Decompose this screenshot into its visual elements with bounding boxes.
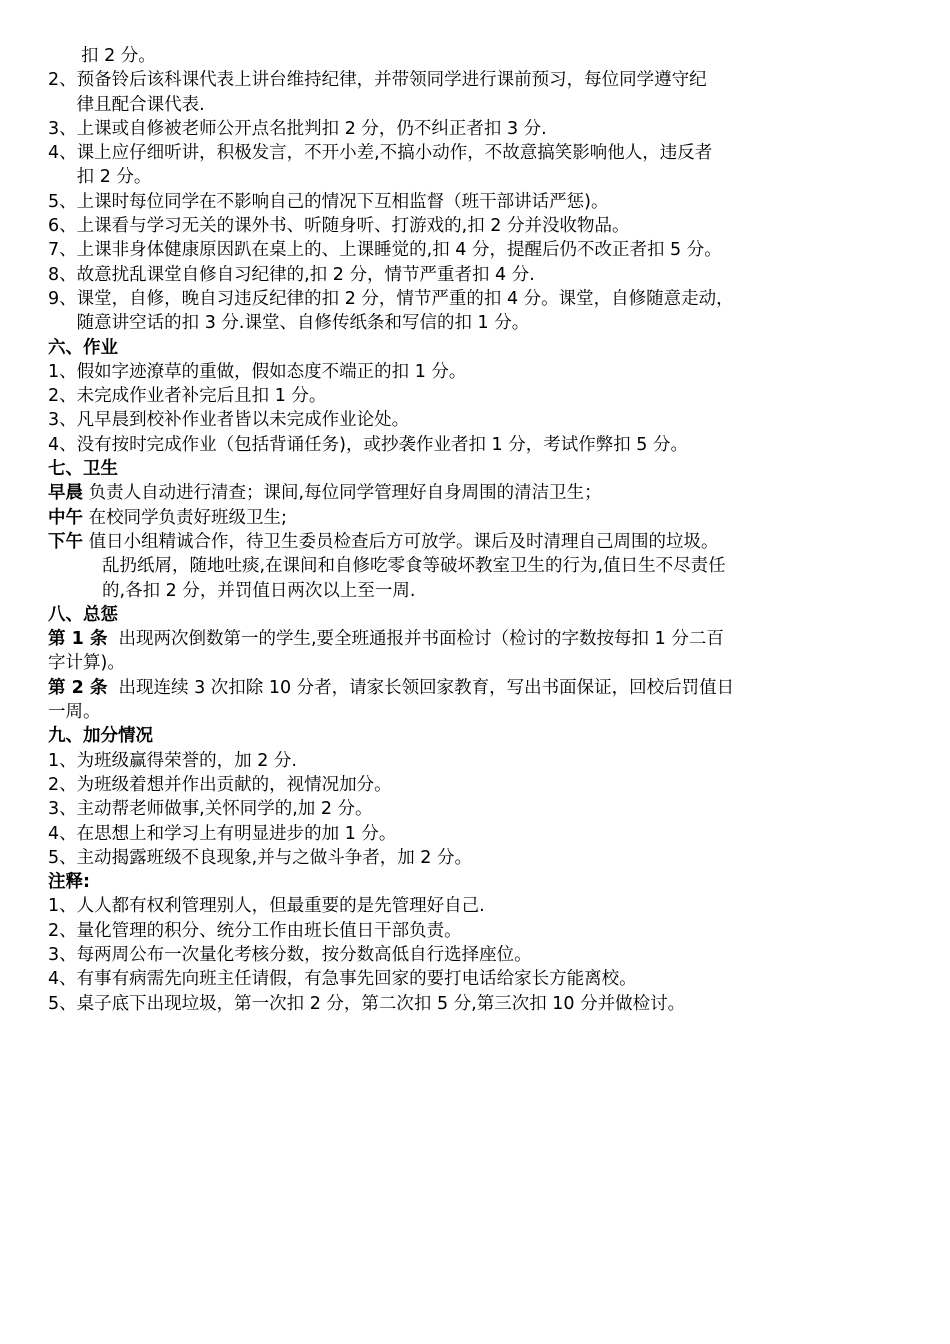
item-number: 2、 xyxy=(48,70,77,91)
item-number: 1、 xyxy=(48,750,77,771)
list-item xyxy=(48,238,908,262)
list-item xyxy=(48,433,908,457)
item-text: 量化管理的积分、统分工作由班长值日干部负责。 xyxy=(76,920,462,941)
list-item xyxy=(48,263,908,287)
list-item xyxy=(48,992,908,1016)
article-text: 出现连续 3 次扣除 10 分者，请家长领回家教育，写出书面保证，回校后罚值日 xyxy=(107,677,735,698)
item-text: 凡早晨到校补作业者皆以未完成作业论处。 xyxy=(76,410,410,431)
item-number: 5、 xyxy=(48,847,77,868)
list-item xyxy=(48,287,908,336)
item-text: 没有按时完成作业（包括背诵任务)，或抄袭作业者扣 1 分，考试作弊扣 5 分。 xyxy=(76,434,688,455)
item-number: 2、 xyxy=(48,774,77,795)
item-number: 5、 xyxy=(48,191,77,212)
item-text: 扣 2 分。 xyxy=(76,167,152,188)
article-text: 一周。 xyxy=(48,702,101,723)
item-text: 假如字迹潦草的重做，假如态度不端正的扣 1 分。 xyxy=(76,361,467,382)
discipline-list xyxy=(48,68,908,335)
list-item xyxy=(48,967,908,991)
item-number: 1、 xyxy=(48,361,77,382)
hygiene-text: 值日小组精诚合作，待卫生委员检查后方可放学。课后及时清理自己周围的垃圾。 xyxy=(83,531,719,552)
hygiene-text: 的,各扣 2 分，并罚值日两次以上至一周. xyxy=(102,580,416,601)
item-text: 主动揭露班级不良现象,并与之做斗争者，加 2 分。 xyxy=(76,847,472,868)
hygiene-text: 负责人自动进行清查；课间,每位同学管理好自身周围的清洁卫生； xyxy=(83,483,602,504)
item-number: 4、 xyxy=(48,143,77,164)
item-number: 1、 xyxy=(48,896,77,917)
section-heading-hygiene: 七、卫生 xyxy=(48,459,118,480)
item-text: 每两周公布一次量化考核分数，按分数高低自行选择座位。 xyxy=(76,944,532,965)
item-text: 律且配合课代表. xyxy=(76,94,205,115)
article-label: 第 2 条 xyxy=(48,677,108,698)
section-heading-notes: 注释: xyxy=(48,872,90,893)
list-item xyxy=(48,408,908,432)
item-text: 预备铃后该科课代表上讲台维持纪律，并带领同学进行课前预习，每位同学遵守纪 xyxy=(76,70,707,91)
hygiene-noon xyxy=(48,506,908,530)
list-item xyxy=(48,846,908,870)
notes-list xyxy=(48,894,908,1015)
hygiene-afternoon xyxy=(48,530,908,603)
hygiene-text: 在校同学负责好班级卫生; xyxy=(83,507,287,528)
item-text: 有事有病需先向班主任请假，有急事先回家的要打电话给家长方能离校。 xyxy=(76,969,637,990)
item-number: 4、 xyxy=(48,434,77,455)
section-heading-homework: 六、作业 xyxy=(48,337,118,358)
item-text: 上课非身体健康原因趴在桌上的、上课睡觉的,扣 4 分，提醒后仍不改正者扣 5 分。 xyxy=(76,240,722,261)
list-item xyxy=(48,943,908,967)
list-item xyxy=(48,822,908,846)
list-item xyxy=(48,68,908,117)
item-text: 课上应仔细听讲，积极发言，不开小差,不搞小动作，不故意搞笑影响他人，违反者 xyxy=(76,143,713,164)
list-item xyxy=(48,797,908,821)
item-number: 9、 xyxy=(48,288,77,309)
item-number: 3、 xyxy=(48,118,77,139)
list-item xyxy=(48,190,908,214)
item-number: 3、 xyxy=(48,799,77,820)
item-text: 人人都有权利管理别人，但最重要的是先管理好自己. xyxy=(76,896,485,917)
item-number: 2、 xyxy=(48,386,77,407)
item-number: 4、 xyxy=(48,823,77,844)
item-text: 为班级着想并作出贡献的，视情况加分。 xyxy=(76,774,392,795)
list-item xyxy=(48,214,908,238)
bonus-list xyxy=(48,749,908,870)
document-page xyxy=(48,44,908,1016)
time-label-afternoon: 下午 xyxy=(48,531,83,552)
item-text: 上课时每位同学在不影响自己的情况下互相监督（班干部讲话严惩)。 xyxy=(76,191,609,212)
time-label-noon: 中午 xyxy=(48,507,83,528)
list-item xyxy=(48,919,908,943)
article-label: 第 1 条 xyxy=(48,629,108,650)
list-item xyxy=(48,894,908,918)
item-text: 主动帮老师做事,关怀同学的,加 2 分。 xyxy=(76,799,373,820)
item-number: 5、 xyxy=(48,993,77,1014)
section-heading-bonus: 九、加分情况 xyxy=(48,726,153,747)
list-item xyxy=(48,360,908,384)
item-number: 6、 xyxy=(48,216,77,237)
item-number: 8、 xyxy=(48,264,77,285)
item-text: 故意扰乱课堂自修自习纪律的,扣 2 分，情节严重者扣 4 分. xyxy=(76,264,535,285)
item-text: 桌子底下出现垃圾，第一次扣 2 分，第二次扣 5 分,第三次扣 10 分并做检讨。 xyxy=(76,993,686,1014)
article-text: 出现两次倒数第一的学生,要全班通报并书面检讨（检讨的字数按每扣 1 分二百 xyxy=(107,629,724,650)
item-text: 未完成作业者补完后且扣 1 分。 xyxy=(76,386,327,407)
list-item xyxy=(48,141,908,190)
article-text: 字计算)。 xyxy=(48,653,125,674)
list-item xyxy=(48,117,908,141)
item-text: 上课看与学习无关的课外书、听随身听、打游戏的,扣 2 分并没收物品。 xyxy=(76,216,630,237)
item-text: 在思想上和学习上有明显进步的加 1 分。 xyxy=(76,823,397,844)
item-number: 7、 xyxy=(48,240,77,261)
item-number: 2、 xyxy=(48,920,77,941)
item-number: 4、 xyxy=(48,969,77,990)
list-item xyxy=(48,773,908,797)
homework-list xyxy=(48,360,908,457)
section-heading-penalty: 八、总惩 xyxy=(48,604,118,625)
list-item xyxy=(48,749,908,773)
list-item xyxy=(48,384,908,408)
item-text: 随意讲空话的扣 3 分.课堂、自修传纸条和写信的扣 1 分。 xyxy=(76,313,530,334)
hygiene-morning xyxy=(48,481,908,505)
item-text: 为班级赢得荣誉的，加 2 分. xyxy=(76,750,297,771)
item-number: 3、 xyxy=(48,944,77,965)
continuation-text: 扣 2 分。 xyxy=(81,46,156,66)
hygiene-text: 乱扔纸屑，随地吐痰,在课间和自修吃零食等破坏教室卫生的行为,值日生不尽责任 xyxy=(102,556,726,577)
penalty-article xyxy=(48,676,908,725)
penalty-article xyxy=(48,627,908,676)
item-number: 3、 xyxy=(48,410,77,431)
item-text: 上课或自修被老师公开点名批判扣 2 分，仍不纠正者扣 3 分. xyxy=(76,118,547,139)
item-text: 课堂，自修，晚自习违反纪律的扣 2 分，情节严重的扣 4 分。课堂，自修随意走动， xyxy=(76,288,734,309)
time-label-morning: 早晨 xyxy=(48,483,83,504)
